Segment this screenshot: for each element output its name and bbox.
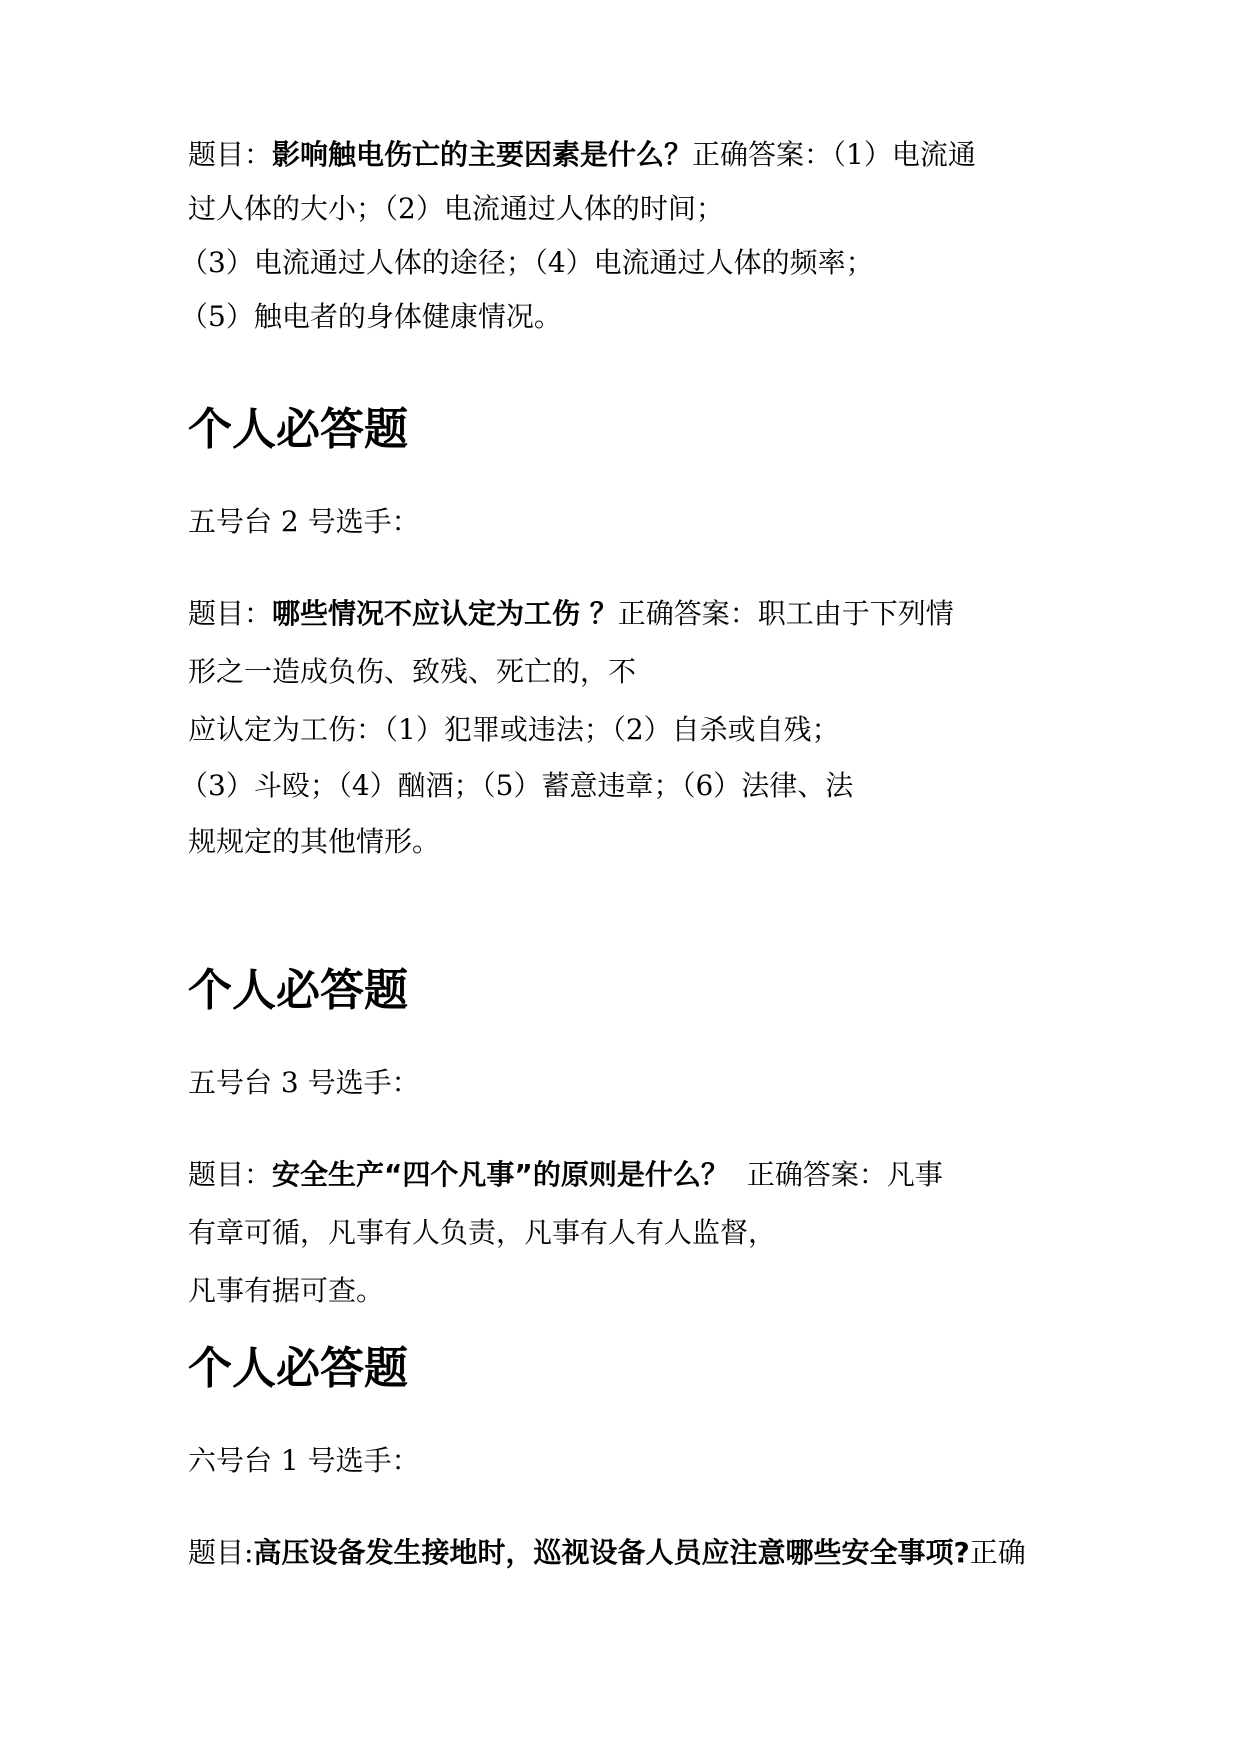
question-line <box>188 1533 1068 1573</box>
section-heading: 个人必答题 <box>188 965 408 1016</box>
answer-line: （5）触电者的身体健康情况。 <box>180 300 562 333</box>
answer-line: 有章可循，凡事有人负责，凡事有人有人监督， <box>188 1216 777 1249</box>
answer-line: （3）斗殴；（4）酗酒；（5）蓄意违章；（6）法律、法 <box>180 769 854 802</box>
question-text: 高压设备发生接地时，巡视设备人员应注意哪些安全事项? <box>253 1536 970 1569</box>
answer-line: 规规定的其他情形。 <box>188 825 441 858</box>
answer-line: 形之一造成负伤、致残、死亡的，不 <box>188 655 637 688</box>
question-text: 哪些情况不应认定为工伤 ？ <box>272 597 618 630</box>
question-line <box>188 1155 1068 1195</box>
answer-lead: 正确答案：（1）电流通 <box>692 138 976 171</box>
contestant-label: 五号台 3 号选手： <box>188 1066 420 1099</box>
question-text: 安全生产“四个凡事”的原则是什么？ <box>272 1158 729 1191</box>
answer-lead: 正确 <box>969 1536 1026 1569</box>
question-prefix: 题目： <box>188 138 273 171</box>
question-prefix: 题目: <box>188 1536 254 1569</box>
contestant-label: 五号台 2 号选手： <box>188 505 420 538</box>
question-prefix: 题目： <box>188 1158 273 1191</box>
section-heading: 个人必答题 <box>188 1343 408 1394</box>
question-text: 影响触电伤亡的主要因素是什么？ <box>272 138 693 171</box>
question-prefix: 题目： <box>188 597 273 630</box>
answer-line: 凡事有据可查。 <box>188 1274 385 1307</box>
contestant-label: 六号台 1 号选手： <box>188 1444 420 1477</box>
question-line <box>188 135 1068 175</box>
section-heading: 个人必答题 <box>188 404 408 455</box>
question-line <box>188 594 1068 634</box>
answer-line: 过人体的大小；（2）电流通过人体的时间； <box>188 192 724 225</box>
answer-line: （3）电流通过人体的途径；（4）电流通过人体的频率； <box>180 246 874 279</box>
answer-lead: 正确答案：职工由于下列情 <box>617 597 954 630</box>
answer-line: 应认定为工伤：（1）犯罪或违法；（2）自杀或自残； <box>188 713 840 746</box>
answer-lead: 正确答案：凡事 <box>746 1158 943 1191</box>
